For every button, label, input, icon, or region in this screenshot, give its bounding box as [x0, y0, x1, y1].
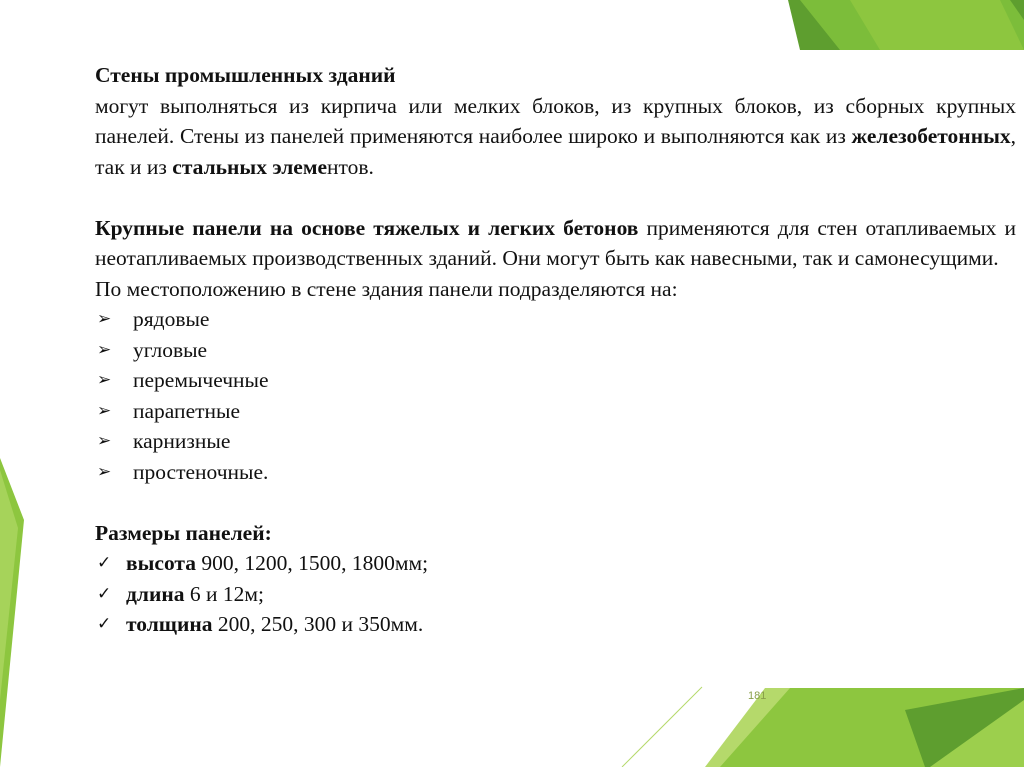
checkmark-icon: ✓	[97, 553, 112, 573]
list-item: ➢ карнизные	[95, 426, 1016, 457]
location-list	[95, 304, 1016, 487]
list-item: ➢ рядовые	[95, 304, 1016, 335]
spacer	[95, 487, 1016, 518]
panels-paragraph: Крупные панели на основе тяжелых и легких бетонов применяются для стен отапливаемых и неотапливаемых производственных зданий. Они могут быть как навесными, так и самонесущими.	[95, 215, 1016, 270]
spacer	[95, 182, 1016, 213]
list-item: ➢ перемычечные	[95, 365, 1016, 396]
list-item: ✓ длина 6 и 12м;	[95, 579, 1016, 610]
page-number: 181	[748, 690, 767, 702]
arrow-bullet-icon: ➢	[97, 370, 112, 390]
arrow-bullet-icon: ➢	[97, 339, 112, 360]
intro-paragraph: могут выполняться из кирпича или мелких блоков, из крупных блоков, из сборных крупных панелей. Стены из панелей применяются наиболее широко и выполняются как из железобетонных, так и из стальных элементов.	[95, 93, 1016, 179]
arrow-bullet-icon: ➢	[97, 431, 112, 451]
thin-diagonal-line	[622, 687, 702, 767]
arrow-bullet-icon: ➢	[97, 461, 112, 482]
sizes-list	[95, 548, 1016, 640]
sizes-title: Размеры панелей:	[95, 520, 272, 545]
slide-title: Стены промышленных зданий	[95, 63, 396, 87]
checkmark-icon: ✓	[97, 583, 112, 604]
slide-content	[95, 60, 1016, 640]
list-item: ✓ высота 900, 1200, 1500, 1800мм;	[95, 548, 1016, 579]
list-item: ➢ простеночные.	[95, 457, 1016, 488]
top-right-shape-light	[850, 0, 1024, 50]
arrow-bullet-icon: ➢	[97, 400, 112, 421]
checkmark-icon: ✓	[97, 614, 112, 634]
list-item: ➢ парапетные	[95, 396, 1016, 427]
list-item: ✓ толщина 200, 250, 300 и 350мм.	[95, 609, 1016, 640]
list-item: ➢ угловые	[95, 335, 1016, 366]
arrow-bullet-icon: ➢	[97, 309, 112, 329]
location-intro: По местоположению в стене здания панели подразделяются на:	[95, 276, 678, 301]
